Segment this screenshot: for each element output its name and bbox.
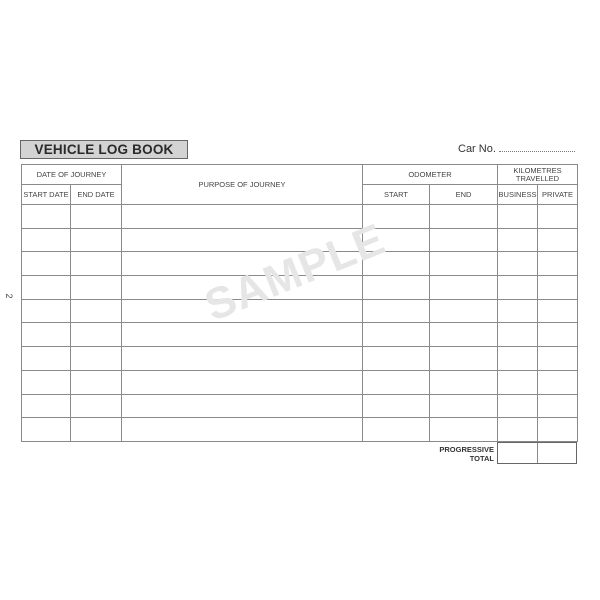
- odometer-start-cell[interactable]: [363, 299, 430, 323]
- odometer-end-cell[interactable]: [430, 323, 498, 347]
- odometer-start-cell[interactable]: [363, 394, 430, 418]
- odometer-end-cell[interactable]: [430, 418, 498, 442]
- business-km-cell[interactable]: [498, 205, 538, 229]
- odometer-start-cell[interactable]: [363, 276, 430, 300]
- odometer-start-cell[interactable]: [363, 418, 430, 442]
- log-table-body: [22, 205, 578, 442]
- end-date-cell[interactable]: [71, 347, 122, 371]
- start-date-cell[interactable]: [22, 228, 71, 252]
- start-date-cell[interactable]: [22, 418, 71, 442]
- car-number-label: Car No.: [458, 143, 496, 155]
- business-km-cell[interactable]: [498, 323, 538, 347]
- header-purpose-of-journey: PURPOSE OF JOURNEY: [122, 165, 363, 205]
- header-private: PRIVATE: [538, 185, 578, 205]
- private-km-cell[interactable]: [538, 228, 578, 252]
- odometer-end-cell[interactable]: [430, 370, 498, 394]
- purpose-cell[interactable]: [122, 418, 363, 442]
- table-row: [22, 252, 578, 276]
- header-odometer-start: START: [363, 185, 430, 205]
- start-date-cell[interactable]: [22, 394, 71, 418]
- end-date-cell[interactable]: [71, 394, 122, 418]
- end-date-cell[interactable]: [71, 323, 122, 347]
- odometer-end-cell[interactable]: [430, 252, 498, 276]
- progressive-total-business-cell[interactable]: [498, 443, 538, 463]
- business-km-cell[interactable]: [498, 276, 538, 300]
- end-date-cell[interactable]: [71, 228, 122, 252]
- purpose-cell[interactable]: [122, 370, 363, 394]
- purpose-cell[interactable]: [122, 205, 363, 229]
- odometer-end-cell[interactable]: [430, 276, 498, 300]
- document-title: VEHICLE LOG BOOK: [20, 140, 188, 159]
- private-km-cell[interactable]: [538, 205, 578, 229]
- start-date-cell[interactable]: [22, 347, 71, 371]
- end-date-cell[interactable]: [71, 370, 122, 394]
- odometer-start-cell[interactable]: [363, 370, 430, 394]
- business-km-cell[interactable]: [498, 228, 538, 252]
- sample-watermark: SAMPLE: [198, 214, 393, 331]
- purpose-cell[interactable]: [122, 299, 363, 323]
- header-odometer: ODOMETER: [363, 165, 498, 185]
- start-date-cell[interactable]: [22, 370, 71, 394]
- odometer-start-cell[interactable]: [363, 347, 430, 371]
- odometer-end-cell[interactable]: [430, 205, 498, 229]
- start-date-cell[interactable]: [22, 252, 71, 276]
- progressive-total-box: [497, 442, 577, 464]
- end-date-cell[interactable]: [71, 205, 122, 229]
- table-row: [22, 347, 578, 371]
- purpose-cell[interactable]: [122, 252, 363, 276]
- private-km-cell[interactable]: [538, 323, 578, 347]
- progressive-total-label: PROGRESSIVE TOTAL: [439, 445, 494, 463]
- start-date-cell[interactable]: [22, 205, 71, 229]
- start-date-cell[interactable]: [22, 323, 71, 347]
- table-row: [22, 299, 578, 323]
- car-number-blank[interactable]: [499, 141, 575, 152]
- odometer-end-cell[interactable]: [430, 299, 498, 323]
- end-date-cell[interactable]: [71, 299, 122, 323]
- header-kilometres-travelled: KILOMETRES TRAVELLED: [498, 165, 578, 185]
- start-date-cell[interactable]: [22, 299, 71, 323]
- purpose-cell[interactable]: [122, 323, 363, 347]
- end-date-cell[interactable]: [71, 252, 122, 276]
- odometer-start-cell[interactable]: [363, 228, 430, 252]
- purpose-cell[interactable]: [122, 276, 363, 300]
- purpose-cell[interactable]: [122, 347, 363, 371]
- end-date-cell[interactable]: [71, 418, 122, 442]
- table-row: [22, 323, 578, 347]
- business-km-cell[interactable]: [498, 299, 538, 323]
- odometer-end-cell[interactable]: [430, 347, 498, 371]
- header-business: BUSINESS: [498, 185, 538, 205]
- table-row: [22, 276, 578, 300]
- header-date-of-journey: DATE OF JOURNEY: [22, 165, 122, 185]
- car-number-field: [458, 141, 580, 157]
- private-km-cell[interactable]: [538, 370, 578, 394]
- odometer-start-cell[interactable]: [363, 205, 430, 229]
- purpose-cell[interactable]: [122, 394, 363, 418]
- table-row: [22, 394, 578, 418]
- table-row: [22, 228, 578, 252]
- business-km-cell[interactable]: [498, 394, 538, 418]
- business-km-cell[interactable]: [498, 347, 538, 371]
- odometer-end-cell[interactable]: [430, 394, 498, 418]
- odometer-start-cell[interactable]: [363, 323, 430, 347]
- table-row: [22, 205, 578, 229]
- business-km-cell[interactable]: [498, 418, 538, 442]
- start-date-cell[interactable]: [22, 276, 71, 300]
- odometer-end-cell[interactable]: [430, 228, 498, 252]
- odometer-start-cell[interactable]: [363, 252, 430, 276]
- private-km-cell[interactable]: [538, 299, 578, 323]
- purpose-cell[interactable]: [122, 228, 363, 252]
- end-date-cell[interactable]: [71, 276, 122, 300]
- private-km-cell[interactable]: [538, 418, 578, 442]
- private-km-cell[interactable]: [538, 394, 578, 418]
- table-row: [22, 370, 578, 394]
- private-km-cell[interactable]: [538, 276, 578, 300]
- header-start-date: START DATE: [22, 185, 71, 205]
- private-km-cell[interactable]: [538, 347, 578, 371]
- business-km-cell[interactable]: [498, 370, 538, 394]
- private-km-cell[interactable]: [538, 252, 578, 276]
- log-table: [21, 164, 578, 442]
- table-row: [22, 418, 578, 442]
- progressive-total-private-cell[interactable]: [538, 443, 577, 463]
- business-km-cell[interactable]: [498, 252, 538, 276]
- header-end-date: END DATE: [71, 185, 122, 205]
- header-odometer-end: END: [430, 185, 498, 205]
- page-number: 2: [4, 293, 14, 299]
